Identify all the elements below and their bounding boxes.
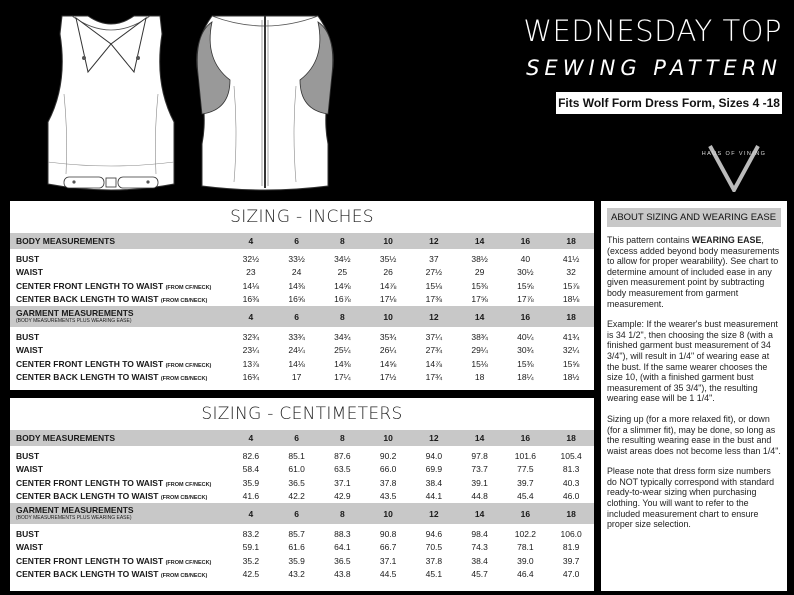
ease-p1-text-after: , (excess added beyond body measurements to allow for proper wearability). See chart to determine amount of included ease in any given measurement point by subtracting body measurement from garment measurement. <box>607 235 780 309</box>
section-header: BODY MEASUREMENTS <box>10 430 228 446</box>
table-cell: 14⅝ <box>334 280 351 291</box>
table-cell: 14⅛ <box>242 280 260 291</box>
table-cell: 41¾ <box>562 331 580 342</box>
table-row <box>10 371 594 385</box>
row-label-text: WAIST <box>16 464 43 475</box>
table-cell: 83.2 <box>242 528 260 539</box>
logo-text: HAUS OF VINING <box>701 151 767 157</box>
row-label-note: (FROM CF/NECK) <box>165 481 212 488</box>
table-cell: 98.4 <box>471 528 488 539</box>
garment-header-note: (BODY MEASUREMENTS PLUS WEARING EASE) <box>16 318 132 324</box>
table-cell: 15⅛ <box>425 280 443 291</box>
table-cell: 38.4 <box>471 555 488 566</box>
table-cell: 16¾ <box>242 372 260 383</box>
pattern-title: WEDNESDAY TOP <box>523 14 782 48</box>
table-cell: 16⅝ <box>288 294 305 305</box>
pattern-subtitle: SEWING PATTERN <box>526 56 782 80</box>
table-cell: 105.4 <box>560 450 582 461</box>
table-row <box>10 541 594 555</box>
row-label <box>10 541 228 555</box>
row-label-note: (FROM CB/NECK) <box>160 376 208 383</box>
table-row <box>10 266 594 280</box>
table-cell: 73.7 <box>471 464 488 475</box>
size-label: 14 <box>457 503 503 524</box>
table-cell: 15⅜ <box>517 358 534 369</box>
row-label-note: (FROM CB/NECK) <box>160 573 208 580</box>
row-label-text: WAIST <box>16 542 43 553</box>
table-cell: 37.1 <box>379 555 397 566</box>
table-row <box>10 279 594 293</box>
row-label-text: WAIST <box>16 267 43 278</box>
ease-p1-text: This pattern contains <box>607 235 692 245</box>
row-label-note: (FROM CF/NECK) <box>165 559 212 566</box>
table-cell: 14⅝ <box>379 358 397 369</box>
table-cell: 37 <box>429 253 439 264</box>
table-cell: 25 <box>337 267 348 278</box>
table-cell: 90.2 <box>379 450 397 461</box>
row-label-text: CENTER BACK LENGTH TO WAIST <box>16 294 159 305</box>
table-row <box>10 344 594 358</box>
row-label <box>10 490 228 504</box>
table-cell: 45.7 <box>471 569 488 580</box>
table-cell: 16⅜ <box>242 294 260 305</box>
table-cell: 37.8 <box>425 555 443 566</box>
section-header: BODY MEASUREMENTS <box>10 233 228 249</box>
table-cell: 18¼ <box>517 372 534 383</box>
table-cell: 15⅜ <box>471 280 488 291</box>
row-label <box>10 463 228 477</box>
size-label: 10 <box>365 306 411 327</box>
table-cell: 43.8 <box>334 569 351 580</box>
garment-measurements-header-row <box>10 306 594 327</box>
row-label-text: BUST <box>16 253 40 264</box>
table-cell: 97.8 <box>471 450 488 461</box>
table-cell: 17¾ <box>425 372 443 383</box>
fits-note: Fits Wolf Form Dress Form, Sizes 4 -18 <box>556 92 782 114</box>
row-label <box>10 293 228 307</box>
table-cell: 14⅞ <box>379 280 397 291</box>
row-label-note: (FROM CF/NECK) <box>165 362 212 369</box>
ease-paragraph-3: Sizing up (for a more relaxed fit), or down (for a slimmer fit), may be done, so long as the resulting wearing ease in the bust and waist areas does not become less than 1/4". <box>607 413 781 456</box>
table-cell: 42.5 <box>242 569 260 580</box>
table-cell: 63.5 <box>334 464 351 475</box>
table-cell: 74.3 <box>471 542 488 553</box>
table-cell: 46.0 <box>562 491 580 502</box>
table-cell: 17½ <box>379 372 397 383</box>
table-cell: 18 <box>474 372 485 383</box>
size-label: 16 <box>503 306 549 327</box>
table-row <box>10 293 594 307</box>
table-cell: 44.1 <box>425 491 443 502</box>
table-cell: 14⅛ <box>288 358 305 369</box>
table-row <box>10 568 594 582</box>
row-label-text: WAIST <box>16 345 43 356</box>
garment-header-note: (BODY MEASUREMENTS PLUS WEARING EASE) <box>16 515 132 521</box>
table-cell: 37.8 <box>379 477 397 488</box>
table-cell: 15⅝ <box>562 358 580 369</box>
table-cell: 14⅜ <box>334 358 351 369</box>
table-cell: 36.5 <box>288 477 305 488</box>
table-cell: 47.0 <box>562 569 580 580</box>
body-measurements-header-row <box>10 233 594 249</box>
table-cell: 41½ <box>562 253 580 264</box>
size-label: 18 <box>548 306 594 327</box>
table-cell: 25¼ <box>334 345 351 356</box>
table-cell: 38½ <box>471 253 488 264</box>
table-cell: 45.4 <box>517 491 534 502</box>
table-cell: 42.2 <box>288 491 305 502</box>
table-cell: 14⅜ <box>288 280 305 291</box>
table-cell: 23 <box>246 267 256 278</box>
table-cell: 94.0 <box>425 450 443 461</box>
table-cell: 15⅝ <box>517 280 534 291</box>
row-label <box>10 357 228 371</box>
size-label: 16 <box>503 233 549 249</box>
table-cell: 35¾ <box>379 331 397 342</box>
size-label: 14 <box>457 430 503 446</box>
row-label <box>10 371 228 385</box>
size-label: 4 <box>228 233 274 249</box>
wearing-ease-heading: ABOUT SIZING AND WEARING EASE <box>607 208 781 227</box>
row-label-text: CENTER FRONT LENGTH TO WAIST <box>16 358 164 369</box>
row-label-note: (FROM CF/NECK) <box>165 284 212 291</box>
ease-paragraph-4: Please note that dress form size numbers do NOT typically correspond with standard ready-to-wear sizing when purchasing clothing. You will want to refer to the included measurement chart to ensure proper size selection. <box>607 466 775 530</box>
section-header <box>10 503 228 524</box>
size-label: 6 <box>274 503 320 524</box>
size-label: 10 <box>365 503 411 524</box>
table-cell: 39.7 <box>562 555 580 566</box>
table-cell: 43.5 <box>379 491 397 502</box>
sizing-inches-title: SIZING - INCHES <box>230 207 374 227</box>
row-label-text: BUST <box>16 528 40 539</box>
table-cell: 30½ <box>517 267 534 278</box>
size-label: 4 <box>228 503 274 524</box>
row-label <box>10 330 228 344</box>
table-cell: 44.8 <box>471 491 488 502</box>
table-cell: 69.9 <box>425 464 443 475</box>
table-cell: 70.5 <box>425 542 443 553</box>
section-header <box>10 306 228 327</box>
row-label-text: CENTER FRONT LENGTH TO WAIST <box>16 555 164 566</box>
table-row <box>10 463 594 477</box>
ease-paragraph-1 <box>607 235 781 309</box>
table-cell: 26 <box>383 267 393 278</box>
table-cell: 36.5 <box>334 555 351 566</box>
table-cell: 33½ <box>288 253 305 264</box>
table-cell: 58.4 <box>242 464 260 475</box>
table-cell: 35.2 <box>242 555 260 566</box>
table-cell: 17⅞ <box>517 294 534 305</box>
size-label: 12 <box>411 233 457 249</box>
table-cell: 27¾ <box>425 345 443 356</box>
table-cell: 102.2 <box>514 528 537 539</box>
table-cell: 18⅛ <box>562 294 580 305</box>
row-label-text: CENTER FRONT LENGTH TO WAIST <box>16 477 164 488</box>
row-label-text: CENTER BACK LENGTH TO WAIST <box>16 569 159 580</box>
wearing-ease-panel <box>601 201 787 591</box>
table-cell: 40¼ <box>517 331 534 342</box>
table-row <box>10 357 594 371</box>
ease-p1-bold: WEARING EASE <box>691 235 762 245</box>
size-label: 12 <box>411 306 457 327</box>
table-cell: 39.1 <box>471 477 488 488</box>
table-cell: 106.0 <box>560 528 582 539</box>
row-label <box>10 279 228 293</box>
table-cell: 23¼ <box>242 345 260 356</box>
table-cell: 78.1 <box>517 542 534 553</box>
size-label: 6 <box>274 430 320 446</box>
table-cell: 66.0 <box>379 464 397 475</box>
table-cell: 81.9 <box>562 542 580 553</box>
table-cell: 34¾ <box>334 331 351 342</box>
table-cell: 38.4 <box>425 477 443 488</box>
row-label-text: CENTER FRONT LENGTH TO WAIST <box>16 280 164 291</box>
size-label: 18 <box>548 503 594 524</box>
table-cell: 24 <box>291 267 302 278</box>
row-label-note: (FROM CB/NECK) <box>160 495 208 502</box>
table-cell: 77.5 <box>517 464 534 475</box>
row-label <box>10 476 228 490</box>
table-cell: 82.6 <box>242 450 260 461</box>
size-label: 18 <box>548 233 594 249</box>
table-cell: 90.8 <box>379 528 397 539</box>
logo-v-mark <box>694 132 774 192</box>
table-cell: 26¼ <box>379 345 397 356</box>
table-cell: 17⅝ <box>471 294 488 305</box>
table-cell: 33¾ <box>288 331 305 342</box>
size-label: 12 <box>411 503 457 524</box>
table-cell: 18½ <box>562 372 580 383</box>
table-cell: 17⅜ <box>425 294 443 305</box>
table-cell: 94.6 <box>425 528 443 539</box>
table-cell: 29¼ <box>471 345 488 356</box>
row-label <box>10 527 228 541</box>
row-label <box>10 449 228 463</box>
size-label: 8 <box>320 233 366 249</box>
size-label: 16 <box>503 503 549 524</box>
row-label <box>10 344 228 358</box>
table-cell: 16⅞ <box>334 294 351 305</box>
table-cell: 43.2 <box>288 569 305 580</box>
table-cell: 27½ <box>425 267 443 278</box>
table-row <box>10 476 594 490</box>
table-cell: 85.1 <box>288 450 305 461</box>
table-cell: 40.3 <box>562 477 580 488</box>
table-cell: 39.7 <box>517 477 534 488</box>
table-row <box>10 554 594 568</box>
table-cell: 45.1 <box>425 569 443 580</box>
row-label-text: BUST <box>16 450 40 461</box>
sizing-cm-title: SIZING - CENTIMETERS <box>201 404 403 424</box>
back-view-illustration <box>190 14 340 196</box>
size-label: 4 <box>228 430 274 446</box>
row-label-text: CENTER BACK LENGTH TO WAIST <box>16 372 159 383</box>
row-label-text: BUST <box>16 331 40 342</box>
garment-header-text: GARMENT MEASUREMENTS <box>16 308 134 318</box>
table-cell: 32 <box>566 267 576 278</box>
table-cell: 66.7 <box>379 542 397 553</box>
table-row <box>10 527 594 541</box>
table-cell: 17¼ <box>334 372 351 383</box>
size-label: 18 <box>548 430 594 446</box>
sizing-cm-table <box>10 430 594 581</box>
table-cell: 41.6 <box>242 491 260 502</box>
sizing-inches-panel <box>10 201 594 390</box>
table-cell: 64.1 <box>334 542 351 553</box>
table-cell: 61.0 <box>288 464 305 475</box>
table-cell: 32¾ <box>242 331 260 342</box>
size-label: 10 <box>365 233 411 249</box>
table-cell: 88.3 <box>334 528 351 539</box>
table-cell: 17 <box>291 372 302 383</box>
table-cell: 81.3 <box>562 464 580 475</box>
size-label: 14 <box>457 233 503 249</box>
table-cell: 39.0 <box>517 555 534 566</box>
table-cell: 32¼ <box>562 345 580 356</box>
size-label: 8 <box>320 503 366 524</box>
front-view-illustration <box>36 14 186 196</box>
table-cell: 29 <box>474 267 485 278</box>
table-row <box>10 490 594 504</box>
table-cell: 42.9 <box>334 491 351 502</box>
table-cell: 13⅞ <box>242 358 260 369</box>
table-row <box>10 252 594 266</box>
table-cell: 24¼ <box>288 345 305 356</box>
size-label: 6 <box>274 233 320 249</box>
table-cell: 34½ <box>334 253 351 264</box>
table-cell: 61.6 <box>288 542 305 553</box>
size-label: 6 <box>274 306 320 327</box>
size-label: 8 <box>320 430 366 446</box>
row-label <box>10 568 228 582</box>
table-cell: 17⅛ <box>379 294 397 305</box>
size-label: 4 <box>228 306 274 327</box>
table-cell: 37¼ <box>425 331 443 342</box>
table-cell: 35½ <box>379 253 397 264</box>
table-cell: 38¾ <box>471 331 488 342</box>
garment-measurements-header-row <box>10 503 594 524</box>
table-cell: 40 <box>520 253 531 264</box>
table-cell: 30¾ <box>517 345 534 356</box>
table-cell: 59.1 <box>242 542 260 553</box>
table-cell: 15⅞ <box>562 280 580 291</box>
brand-logo <box>694 132 774 192</box>
sizing-inches-table <box>10 233 594 384</box>
table-cell: 35.9 <box>242 477 260 488</box>
size-label: 12 <box>411 430 457 446</box>
row-label-note: (FROM CB/NECK) <box>160 298 208 305</box>
table-cell: 32½ <box>242 253 260 264</box>
size-label: 8 <box>320 306 366 327</box>
table-cell: 85.7 <box>288 528 305 539</box>
table-cell: 37.1 <box>334 477 351 488</box>
row-label <box>10 554 228 568</box>
ease-paragraph-2: Example: If the wearer's bust measurement is 34 1/2", then choosing the size 8 (with a finished garment bust measurement of 34 3/4"), will result in 1/4" of wearing ease at the bust. If the same wearer chooses the size 10, (with a finished garment bust measurement of 35 3/4"), the resulting wearing ease will be 1 1/4". <box>607 319 778 404</box>
table-cell: 44.5 <box>379 569 397 580</box>
row-label-text: CENTER BACK LENGTH TO WAIST <box>16 491 159 502</box>
row-label <box>10 266 228 280</box>
body-measurements-header-row <box>10 430 594 446</box>
sizing-cm-panel <box>10 398 594 591</box>
table-cell: 87.6 <box>334 450 351 461</box>
row-label <box>10 252 228 266</box>
table-cell: 35.9 <box>288 555 305 566</box>
table-cell: 46.4 <box>517 569 534 580</box>
table-cell: 101.6 <box>514 450 537 461</box>
size-label: 16 <box>503 430 549 446</box>
size-label: 14 <box>457 306 503 327</box>
table-row <box>10 330 594 344</box>
garment-header-text: GARMENT MEASUREMENTS <box>16 505 134 515</box>
table-row <box>10 449 594 463</box>
table-cell: 15⅛ <box>471 358 488 369</box>
size-label: 10 <box>365 430 411 446</box>
table-cell: 14⅞ <box>425 358 443 369</box>
